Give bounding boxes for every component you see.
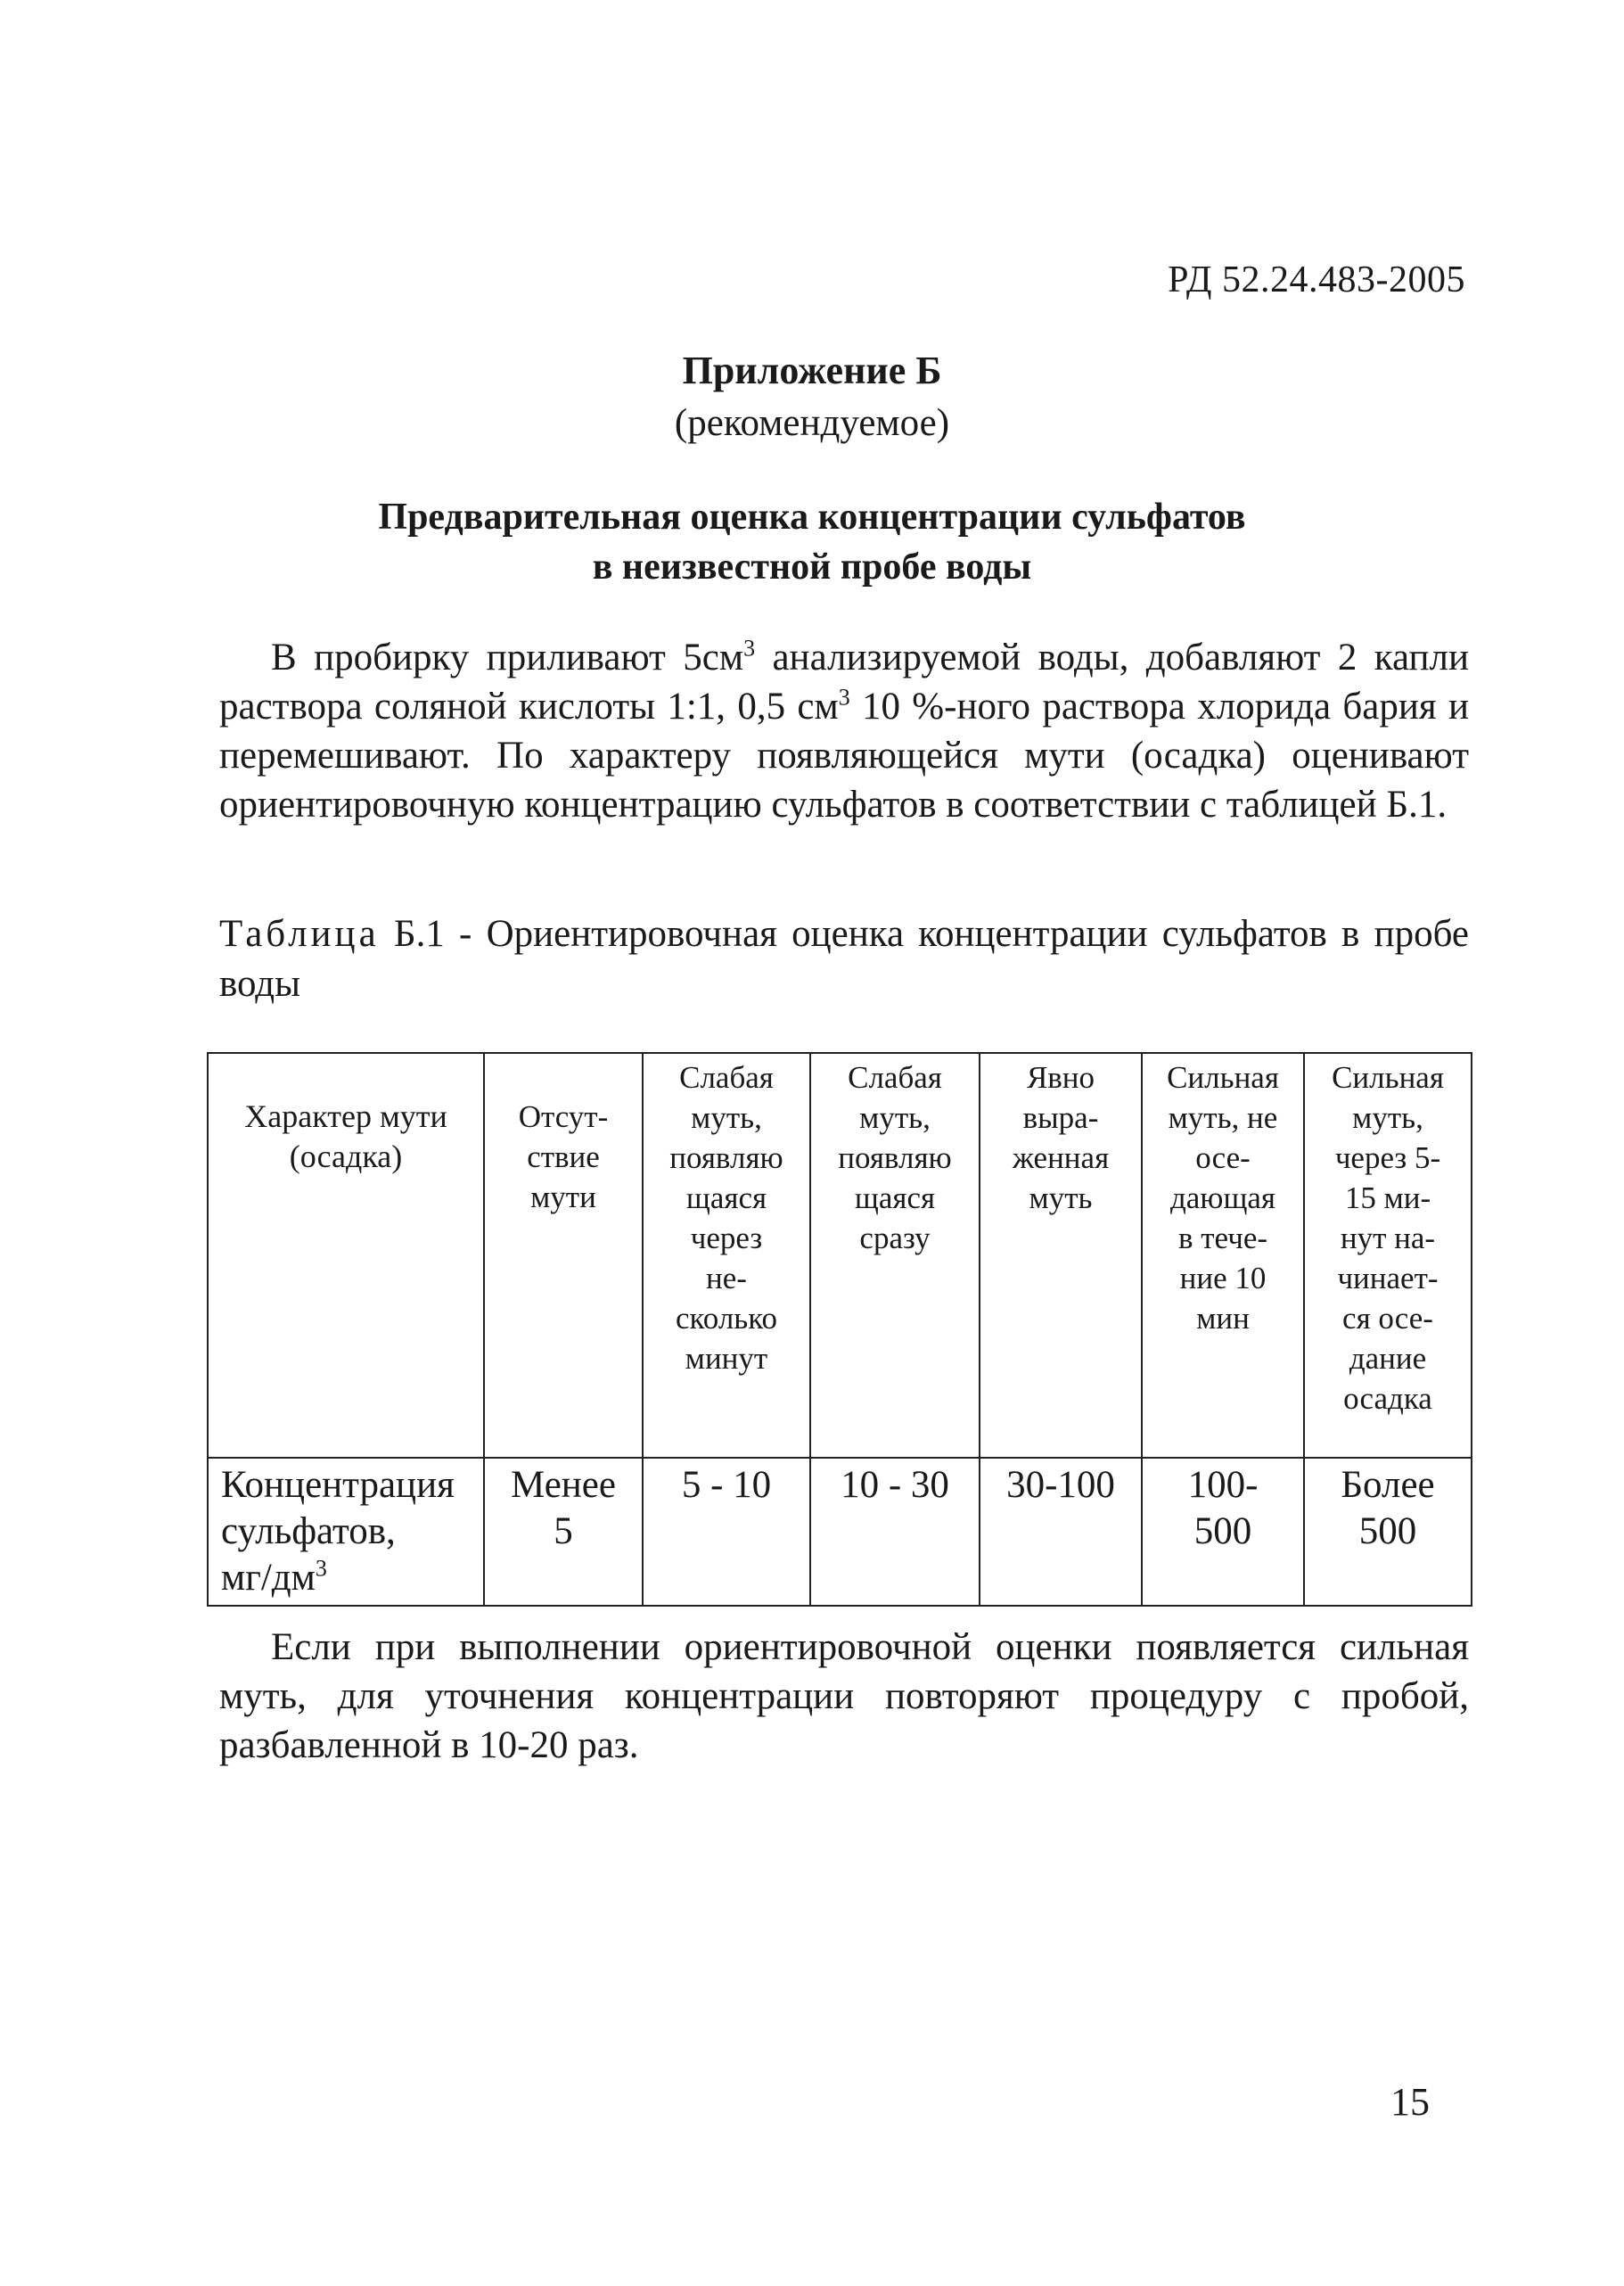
procedure-text-part-2: анализируемой воды, добавляют 2 капли раствора соляной кислоты 1:1, 0,5 см	[219, 637, 1469, 728]
header-cell-strong-settling: Сильная муть, через 5- 15 ми- нут на- чинает- ся осе- дание осадка	[1304, 1053, 1472, 1458]
sulfate-estimate-table	[207, 1052, 1472, 1607]
header-cell-distinct: Явно выра- женная муть	[980, 1053, 1142, 1458]
table-caption-text: Б.1 - Ориентировочная оценка концентрации сульфатов в пробе воды	[219, 913, 1469, 1005]
table-header-row	[208, 1053, 1472, 1458]
header-cell-weak-delayed: Слабая муть, появляю щаяся через не- сколько минут	[643, 1053, 810, 1458]
concentration-label-text: Концентрация сульфатов, мг/дм	[221, 1464, 455, 1599]
value-cell-less-than-5: Менее 5	[484, 1458, 643, 1606]
procedure-paragraph	[219, 633, 1469, 829]
section-title	[0, 492, 1624, 592]
page-number: 15	[1390, 2080, 1430, 2124]
procedure-text-part-3: 10 %-ного раствора хлорида бария и перемешивают. По характеру появляющейся мути (осадка) оценивают ориентировочную концентрацию сульфатов в соответствии с таблицей Б.1.	[219, 686, 1470, 826]
superscript-3: 3	[838, 684, 850, 711]
section-title-line-2: в неизвестной пробе воды	[592, 547, 1032, 588]
header-cell-no-turbidity: Отсут- ствие мути	[484, 1053, 643, 1458]
value-cell-30-100: 30-100	[980, 1458, 1142, 1606]
value-cell-10-30: 10 - 30	[810, 1458, 980, 1606]
value-cell-more-than-500: Более 500	[1304, 1458, 1472, 1606]
table-caption-label: Таблица	[219, 913, 380, 955]
superscript-3: 3	[743, 635, 756, 662]
appendix-title: Приложение Б	[682, 349, 942, 392]
document-code: РД 52.24.483-2005	[1168, 259, 1465, 300]
value-cell-100-500: 100- 500	[1142, 1458, 1304, 1606]
table-value-row	[208, 1458, 1472, 1606]
value-cell-concentration-label	[208, 1458, 484, 1606]
superscript-3: 3	[315, 1555, 327, 1582]
header-cell-weak-immediate: Слабая муть, появляю щаяся сразу	[810, 1053, 980, 1458]
value-cell-5-10: 5 - 10	[643, 1458, 810, 1606]
dilution-paragraph: Если при выполнении ориентировочной оценки появляется сильная муть, для уточнения концентрации повторяют процедуру с пробой, разбавленной в 10-20 раз.	[219, 1626, 1469, 1766]
header-cell-strong-non-settling: Сильная муть, не осе- дающая в тече- ние 10 мин	[1142, 1053, 1304, 1458]
header-cell-turbidity-type: Характер мути (осадка)	[208, 1053, 484, 1458]
procedure-text-part-1: В пробирку приливают 5см	[271, 637, 744, 678]
table-caption	[219, 909, 1469, 1009]
section-title-line-1: Предварительная оценка концентрации сульфатов	[378, 497, 1246, 538]
appendix-subtitle: (рекомендуемое)	[674, 402, 950, 444]
